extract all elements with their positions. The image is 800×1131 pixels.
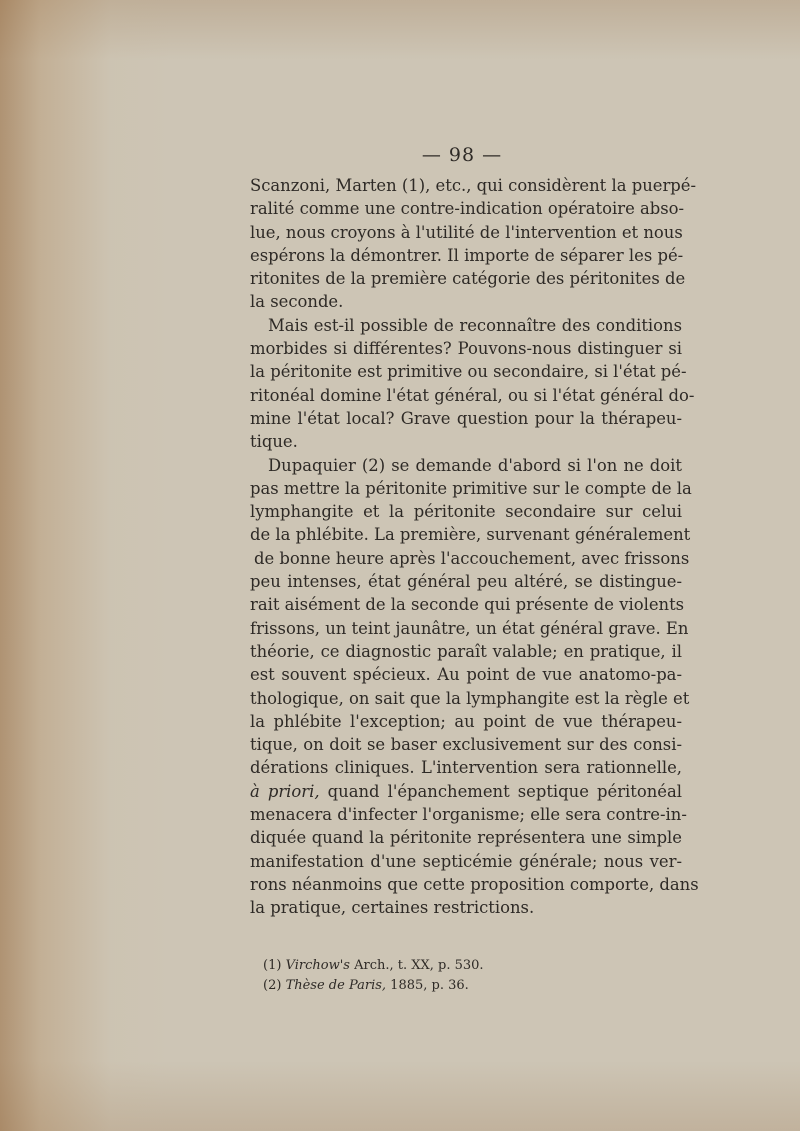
text-line: la phlébite l'exception; au point de vue thérapeu- [250,711,682,731]
text-line: morbides si différentes? Pouvons-nous distinguer si [250,339,682,359]
text-line: pas mettre la péritonite primitive sur le compte de la [250,478,692,498]
text-line: Scanzoni, Marten (1), etc., qui considèrent la puerpé- [250,176,697,195]
text-line: mine l'état local? Grave question pour la thérapeu- [250,408,682,428]
footnotes [263,956,693,996]
text-line: espérons la démontrer. Il importe de séparer les pé- [250,245,684,265]
text-line: lue, nous croyons à l'utilité de l'intervention et nous [250,222,683,242]
footnote-italic: Thèse de Paris, [285,978,387,993]
text-line: la péritonite est primitive ou secondaire, si l'état pé- [250,362,687,382]
footnote-italic: Virchow's [285,958,350,973]
footnote [263,956,693,976]
footnote-text: Arch., t. XX, p. 530. [349,958,484,973]
text-line: est souvent spécieux. Au point de vue anatomo-pa- [250,665,682,685]
body-text [250,174,699,920]
text-line: tique, on doit se baser exclusivement sur des consi- [250,735,682,755]
text-line: ralité comme une contre-indication opératoire abso- [250,199,685,219]
text-fragment: quand l'épanchement septique péritonéal [319,781,682,801]
text-line: ritonéal domine l'état général, ou si l'état général do- [250,385,695,405]
text-line: de la phlébite. La première, survenant généralement [250,525,691,545]
text-line: la seconde. [250,292,344,312]
text-line: thologique, on sait que la lymphangite est la règle et [250,688,690,708]
text-line: menacera d'infecter l'organisme; elle sera contre-in- [250,805,687,825]
text-line: lymphangite et la péritonite secondaire sur celui [250,502,682,522]
text-line: la pratique, certaines restrictions. [250,898,535,918]
footnote-text: 1885, p. 36. [386,978,469,993]
text-line [250,780,682,803]
text-line: frissons, un teint jaunâtre, un état général grave. En [250,618,689,638]
text-line: de bonne heure après l'accouchement, avec frissons [254,548,690,568]
text-line: Dupaquier (2) se demande d'abord si l'on ne doit [268,455,682,475]
italic-phrase: à priori, [250,781,320,801]
footnote [263,976,693,996]
text-line: Mais est-il possible de reconnaître des conditions [268,315,682,335]
text-line: ritonites de la première catégorie des péritonites de [250,269,686,289]
text-line: rons néanmoins que cette proposition comporte, dans [250,874,699,894]
text-line: manifestation d'une septicémie générale; nous ver- [250,851,682,871]
text-line: tique. [250,432,298,452]
text-line: diquée quand la péritonite représentera une simple [250,828,682,848]
page-number: — 98 — [421,144,503,166]
footnote-mark: (1) [263,958,282,973]
text-line: théorie, ce diagnostic paraît valable; en pratique, il [250,641,682,661]
footnote-mark: (2) [263,978,282,993]
text-line: peu intenses, état général peu altéré, se distingue- [250,572,682,592]
text-line: dérations cliniques. L'intervention sera rationnelle, [250,758,682,778]
text-line: rait aisément de la seconde qui présente de violents [250,595,685,615]
